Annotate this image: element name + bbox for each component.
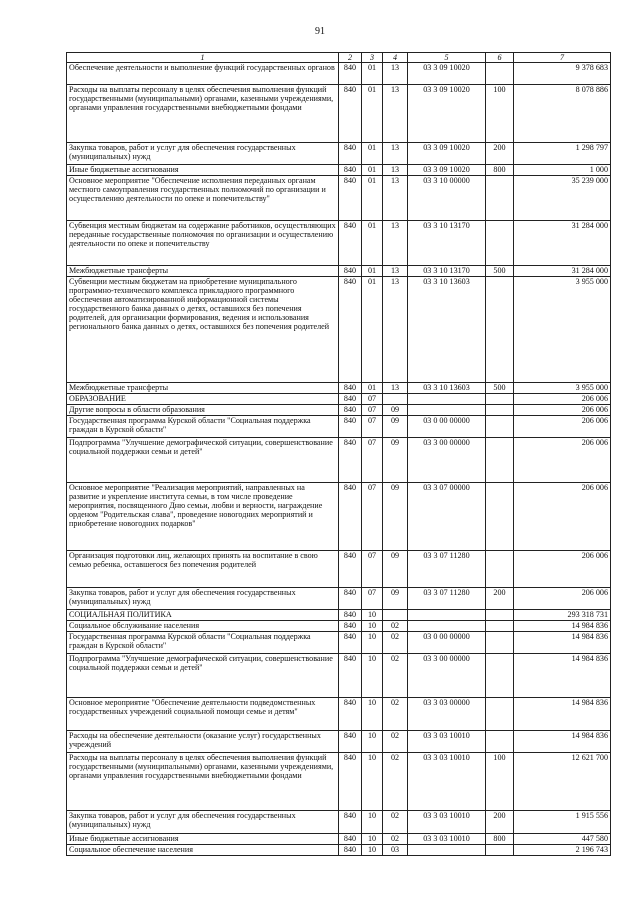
- table-row: [67, 176, 611, 221]
- table-row: [67, 632, 611, 654]
- row-name: СОЦИАЛЬНАЯ ПОЛИТИКА: [67, 610, 339, 621]
- row-expense-type: [486, 731, 514, 753]
- row-section-code: 10: [362, 834, 383, 845]
- row-section-code: 01: [362, 143, 383, 165]
- row-subsection-code: 13: [383, 266, 408, 277]
- row-subsection-code: 13: [383, 165, 408, 176]
- row-ministry-code: 840: [339, 632, 362, 654]
- row-expense-type: [486, 221, 514, 266]
- row-subsection-code: 09: [383, 438, 408, 483]
- row-amount: 14 984 836: [514, 632, 611, 654]
- row-target-article: 03 3 00 00000: [408, 654, 486, 698]
- row-amount: 206 006: [514, 416, 611, 438]
- row-name: Основное мероприятие "Обеспечение исполнения переданных органам местного самоуправления государственных полномочий по организации и осуществлению деятельности по опеке и попечительству": [67, 176, 339, 221]
- row-ministry-code: 840: [339, 85, 362, 143]
- row-section-code: 07: [362, 416, 383, 438]
- row-name: Подпрограмма "Улучшение демографической ситуации, совершенствование социальной поддержки семьи и детей": [67, 438, 339, 483]
- row-expense-type: 500: [486, 266, 514, 277]
- row-section-code: 01: [362, 165, 383, 176]
- row-section-code: 07: [362, 588, 383, 610]
- column-header: 1: [67, 53, 339, 63]
- row-target-article: 03 3 09 10020: [408, 85, 486, 143]
- row-subsection-code: 09: [383, 551, 408, 588]
- row-subsection-code: 13: [383, 221, 408, 266]
- row-ministry-code: 840: [339, 383, 362, 394]
- row-expense-type: 100: [486, 85, 514, 143]
- row-target-article: 03 3 09 10020: [408, 143, 486, 165]
- row-amount: 35 239 000: [514, 176, 611, 221]
- row-target-article: 03 3 09 10020: [408, 63, 486, 85]
- table-row: [67, 551, 611, 588]
- row-expense-type: [486, 405, 514, 416]
- table-row: [67, 654, 611, 698]
- row-ministry-code: 840: [339, 654, 362, 698]
- table-row: [67, 405, 611, 416]
- row-subsection-code: 02: [383, 654, 408, 698]
- row-name: Другие вопросы в области образования: [67, 405, 339, 416]
- row-section-code: 10: [362, 632, 383, 654]
- row-target-article: [408, 610, 486, 621]
- row-subsection-code: 13: [383, 63, 408, 85]
- row-expense-type: [486, 698, 514, 731]
- column-header: 4: [383, 53, 408, 63]
- row-subsection-code: [383, 610, 408, 621]
- row-target-article: 03 3 07 00000: [408, 483, 486, 551]
- row-ministry-code: 840: [339, 753, 362, 811]
- row-ministry-code: 840: [339, 277, 362, 383]
- table-row: [67, 63, 611, 85]
- row-ministry-code: 840: [339, 483, 362, 551]
- row-expense-type: 800: [486, 834, 514, 845]
- row-amount: 3 955 000: [514, 277, 611, 383]
- row-subsection-code: 13: [383, 143, 408, 165]
- row-section-code: 01: [362, 221, 383, 266]
- row-target-article: 03 0 00 00000: [408, 416, 486, 438]
- row-subsection-code: 02: [383, 698, 408, 731]
- row-target-article: [408, 394, 486, 405]
- row-amount: 14 984 836: [514, 731, 611, 753]
- row-amount: 1 298 797: [514, 143, 611, 165]
- row-name: Межбюджетные трансферты: [67, 266, 339, 277]
- row-ministry-code: 840: [339, 176, 362, 221]
- row-section-code: 07: [362, 551, 383, 588]
- row-target-article: 03 3 03 10010: [408, 834, 486, 845]
- row-target-article: 03 3 07 11280: [408, 588, 486, 610]
- row-ministry-code: 840: [339, 63, 362, 85]
- row-name: Расходы на выплаты персоналу в целях обеспечения выполнения функций государственными (муниципальными) органами, казенными учреждениями, органами управления государственными внебюджетными фондами: [67, 85, 339, 143]
- table-row: [67, 753, 611, 811]
- table-row: [67, 621, 611, 632]
- row-ministry-code: 840: [339, 405, 362, 416]
- row-amount: 206 006: [514, 394, 611, 405]
- row-section-code: 10: [362, 698, 383, 731]
- row-expense-type: [486, 632, 514, 654]
- row-expense-type: [486, 483, 514, 551]
- row-target-article: [408, 845, 486, 856]
- row-ministry-code: 840: [339, 621, 362, 632]
- row-section-code: 07: [362, 405, 383, 416]
- table-row: [67, 698, 611, 731]
- row-expense-type: [486, 277, 514, 383]
- row-expense-type: 100: [486, 753, 514, 811]
- table-row: [67, 834, 611, 845]
- row-target-article: 03 0 00 00000: [408, 632, 486, 654]
- row-section-code: 01: [362, 383, 383, 394]
- row-section-code: 01: [362, 176, 383, 221]
- row-expense-type: [486, 610, 514, 621]
- row-name: Основное мероприятие "Реализация мероприятий, направленных на развитие и укрепление института семьи, в том числе проведение мероприятия, посвященного Дню семьи, любви и верности, награждение орденом "Родительская слава", проведение новогодних мероприятий и приобретение новогодних подарков": [67, 483, 339, 551]
- row-section-code: 07: [362, 394, 383, 405]
- row-name: Закупка товаров, работ и услуг для обеспечения государственных (муниципальных) нужд: [67, 588, 339, 610]
- row-amount: 31 284 000: [514, 266, 611, 277]
- table-row: [67, 383, 611, 394]
- row-section-code: 01: [362, 85, 383, 143]
- row-name: Основное мероприятие "Обеспечение деятельности подведомственных государственных учреждений социальной помощи семье и детям": [67, 698, 339, 731]
- table-header-row: [67, 53, 611, 63]
- row-name: Подпрограмма "Улучшение демографической ситуации, совершенствование социальной поддержки семьи и детей": [67, 654, 339, 698]
- row-amount: 12 621 700: [514, 753, 611, 811]
- row-amount: 206 006: [514, 405, 611, 416]
- budget-table: [66, 52, 611, 856]
- row-expense-type: 200: [486, 143, 514, 165]
- row-ministry-code: 840: [339, 731, 362, 753]
- row-amount: 447 580: [514, 834, 611, 845]
- row-ministry-code: 840: [339, 416, 362, 438]
- row-section-code: 10: [362, 654, 383, 698]
- row-section-code: 07: [362, 438, 383, 483]
- row-name: Государственная программа Курской области "Социальная поддержка граждан в Курской области": [67, 632, 339, 654]
- row-section-code: 10: [362, 811, 383, 834]
- row-subsection-code: 02: [383, 731, 408, 753]
- row-expense-type: [486, 845, 514, 856]
- row-subsection-code: 09: [383, 588, 408, 610]
- table-row: [67, 731, 611, 753]
- row-target-article: 03 3 10 13603: [408, 383, 486, 394]
- row-ministry-code: 840: [339, 834, 362, 845]
- table-row: [67, 483, 611, 551]
- row-subsection-code: 13: [383, 85, 408, 143]
- row-ministry-code: 840: [339, 610, 362, 621]
- row-amount: 14 984 836: [514, 621, 611, 632]
- row-subsection-code: 09: [383, 405, 408, 416]
- table-row: [67, 588, 611, 610]
- page-number: 91: [315, 26, 325, 37]
- row-amount: 14 984 836: [514, 654, 611, 698]
- row-target-article: 03 3 00 00000: [408, 438, 486, 483]
- column-header: 3: [362, 53, 383, 63]
- column-header: 2: [339, 53, 362, 63]
- row-target-article: 03 3 10 13170: [408, 221, 486, 266]
- row-ministry-code: 840: [339, 551, 362, 588]
- row-amount: 206 006: [514, 588, 611, 610]
- row-name: Субвенция местным бюджетам на содержание работников, осуществляющих переданные государственные полномочия по организации и осуществлению деятельности по опеке и попечительству: [67, 221, 339, 266]
- row-expense-type: 800: [486, 165, 514, 176]
- row-target-article: 03 3 07 11280: [408, 551, 486, 588]
- table-row: [67, 438, 611, 483]
- row-target-article: 03 3 03 10010: [408, 731, 486, 753]
- row-subsection-code: 02: [383, 632, 408, 654]
- row-ministry-code: 840: [339, 698, 362, 731]
- row-name: Закупка товаров, работ и услуг для обеспечения государственных (муниципальных) нужд: [67, 811, 339, 834]
- row-expense-type: [486, 394, 514, 405]
- row-ministry-code: 840: [339, 845, 362, 856]
- row-section-code: 10: [362, 845, 383, 856]
- row-subsection-code: [383, 394, 408, 405]
- row-name: Иные бюджетные ассигнования: [67, 834, 339, 845]
- row-expense-type: [486, 176, 514, 221]
- column-header: 5: [408, 53, 486, 63]
- row-amount: 9 378 683: [514, 63, 611, 85]
- row-subsection-code: 13: [383, 277, 408, 383]
- row-expense-type: 200: [486, 588, 514, 610]
- row-subsection-code: 13: [383, 176, 408, 221]
- row-target-article: 03 3 10 13603: [408, 277, 486, 383]
- row-expense-type: [486, 654, 514, 698]
- table-row: [67, 143, 611, 165]
- row-amount: 206 006: [514, 551, 611, 588]
- row-name: Иные бюджетные ассигнования: [67, 165, 339, 176]
- table-row: [67, 165, 611, 176]
- row-amount: 2 196 743: [514, 845, 611, 856]
- row-target-article: 03 3 03 10010: [408, 811, 486, 834]
- row-name: Субвенции местным бюджетам на приобретение муниципального программно-технического комплекса прикладного программного обеспечения автоматизированной информационной системы государственного банка данных о детях, оставшихся без попечения родителей, для организации формирования, ведения и использования регионального банка данных о детях, оставшихся без попечения родителей: [67, 277, 339, 383]
- row-amount: 1 000: [514, 165, 611, 176]
- row-name: Организация подготовки лиц, желающих принять на воспитание в свою семью ребенка, оставшегося без попечения родителей: [67, 551, 339, 588]
- row-name: Закупка товаров, работ и услуг для обеспечения государственных (муниципальных) нужд: [67, 143, 339, 165]
- row-section-code: 01: [362, 277, 383, 383]
- row-ministry-code: 840: [339, 438, 362, 483]
- row-ministry-code: 840: [339, 811, 362, 834]
- row-section-code: 10: [362, 621, 383, 632]
- row-amount: 206 006: [514, 438, 611, 483]
- row-ministry-code: 840: [339, 143, 362, 165]
- row-name: ОБРАЗОВАНИЕ: [67, 394, 339, 405]
- row-expense-type: [486, 438, 514, 483]
- row-target-article: 03 3 03 10010: [408, 753, 486, 811]
- table-row: [67, 266, 611, 277]
- row-subsection-code: 02: [383, 753, 408, 811]
- table-row: [67, 811, 611, 834]
- row-target-article: [408, 405, 486, 416]
- row-expense-type: [486, 416, 514, 438]
- row-name: Социальное обеспечение населения: [67, 845, 339, 856]
- row-ministry-code: 840: [339, 165, 362, 176]
- row-subsection-code: 09: [383, 416, 408, 438]
- row-expense-type: [486, 621, 514, 632]
- row-amount: 3 955 000: [514, 383, 611, 394]
- row-subsection-code: 02: [383, 621, 408, 632]
- row-name: Социальное обслуживание населения: [67, 621, 339, 632]
- row-subsection-code: 03: [383, 845, 408, 856]
- row-target-article: 03 3 03 00000: [408, 698, 486, 731]
- row-expense-type: 500: [486, 383, 514, 394]
- row-section-code: 10: [362, 753, 383, 811]
- table-row: [67, 221, 611, 266]
- row-ministry-code: 840: [339, 266, 362, 277]
- table-row: [67, 845, 611, 856]
- row-subsection-code: 02: [383, 811, 408, 834]
- row-expense-type: [486, 551, 514, 588]
- row-amount: 8 078 886: [514, 85, 611, 143]
- table-row: [67, 416, 611, 438]
- table-row: [67, 277, 611, 383]
- row-target-article: 03 3 09 10020: [408, 165, 486, 176]
- row-expense-type: [486, 63, 514, 85]
- table-row: [67, 610, 611, 621]
- row-section-code: 01: [362, 266, 383, 277]
- row-section-code: 07: [362, 483, 383, 551]
- row-amount: 1 915 556: [514, 811, 611, 834]
- row-ministry-code: 840: [339, 221, 362, 266]
- row-amount: 206 006: [514, 483, 611, 551]
- row-subsection-code: 02: [383, 834, 408, 845]
- row-target-article: 03 3 10 00000: [408, 176, 486, 221]
- row-section-code: 01: [362, 63, 383, 85]
- row-expense-type: 200: [486, 811, 514, 834]
- row-amount: 31 284 000: [514, 221, 611, 266]
- table-row: [67, 85, 611, 143]
- row-subsection-code: 09: [383, 483, 408, 551]
- row-target-article: 03 3 10 13170: [408, 266, 486, 277]
- row-name: Государственная программа Курской области "Социальная поддержка граждан в Курской области": [67, 416, 339, 438]
- row-target-article: [408, 621, 486, 632]
- column-header: 7: [514, 53, 611, 63]
- row-subsection-code: 13: [383, 383, 408, 394]
- row-amount: 293 318 731: [514, 610, 611, 621]
- row-name: Обеспечение деятельности и выполнение функций государственных органов: [67, 63, 339, 85]
- row-section-code: 10: [362, 610, 383, 621]
- row-ministry-code: 840: [339, 394, 362, 405]
- row-name: Расходы на обеспечение деятельности (оказание услуг) государственных учреждений: [67, 731, 339, 753]
- row-ministry-code: 840: [339, 588, 362, 610]
- row-section-code: 10: [362, 731, 383, 753]
- row-amount: 14 984 836: [514, 698, 611, 731]
- table-row: [67, 394, 611, 405]
- row-name: Расходы на выплаты персоналу в целях обеспечения выполнения функций государственными (муниципальными) органами, казенными учреждениями, органами управления государственными внебюджетными фондами: [67, 753, 339, 811]
- column-header: 6: [486, 53, 514, 63]
- row-name: Межбюджетные трансферты: [67, 383, 339, 394]
